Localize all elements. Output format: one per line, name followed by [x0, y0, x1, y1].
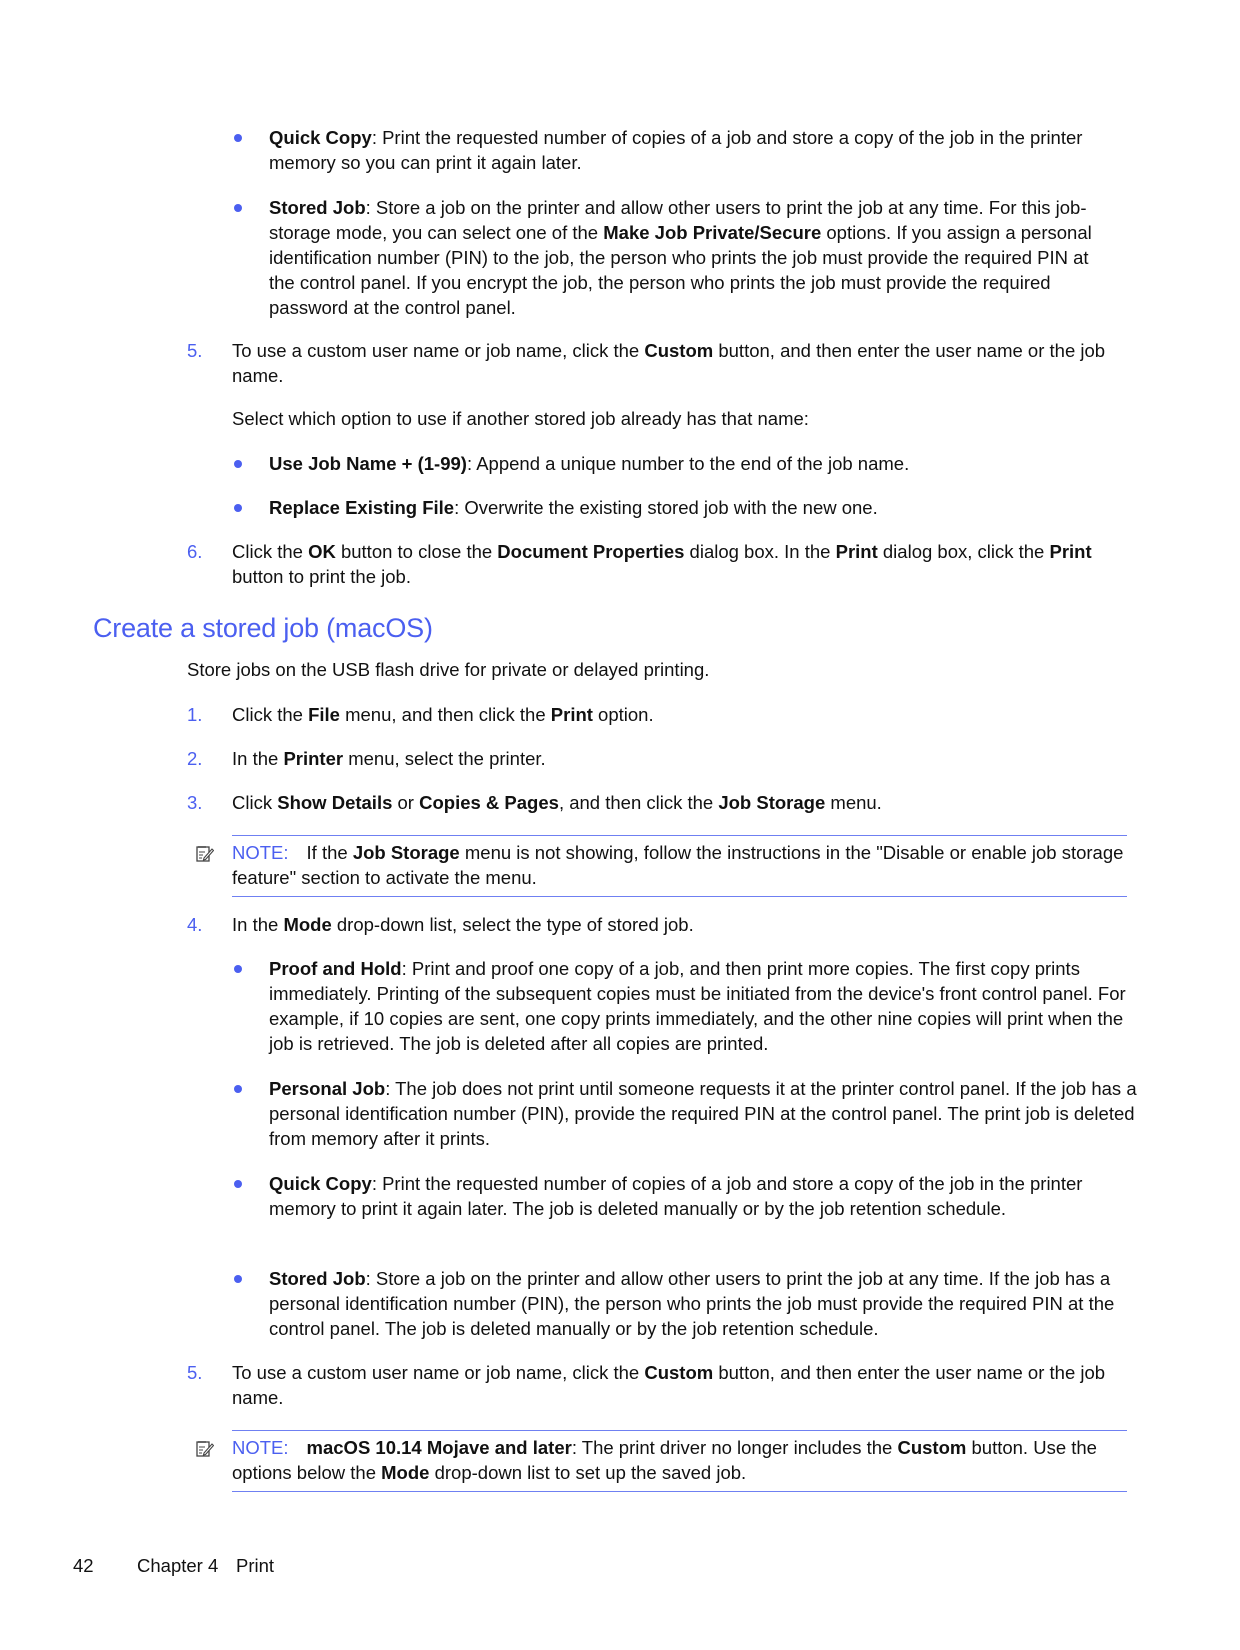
- ui-term: macOS 10.14 Mojave and later: [306, 1437, 572, 1458]
- step-number: 1.: [187, 704, 203, 725]
- note-pencil-icon: [196, 1439, 214, 1457]
- description: : Append a unique number to the end of the job name.: [466, 453, 910, 474]
- description: : The job does not print until someone requests it at the printer control panel. If the job has a personal identification number (PIN), provide the required PIN at the control panel. The print job is deleted from memory after it prints.: [269, 1078, 1137, 1149]
- term: Use Job Name + (1-99): [269, 453, 467, 474]
- ui-term: Printer: [283, 748, 344, 769]
- description: : Print and proof one copy of a job, and then print more copies. The first copy prints immediately. Printing of the subsequent copies must be initiated from the device's front control panel. For example, if 10 copies are sent, one copy prints immediately, and the other nine copies will print when the job is retrieved. The job is deleted after all copies are printed.: [269, 958, 1126, 1054]
- note-label: NOTE:: [232, 1437, 289, 1458]
- list-item-personal-job: [269, 1076, 1139, 1151]
- ui-term: Copies & Pages: [419, 792, 559, 813]
- step-number: 4.: [187, 914, 203, 935]
- text: If the: [306, 842, 353, 863]
- ui-term: Print: [835, 541, 878, 562]
- footer-chapter-title: Print: [236, 1555, 275, 1576]
- ui-term: Print: [1049, 541, 1092, 562]
- page-number: 42: [73, 1555, 94, 1576]
- ui-term: OK: [308, 541, 336, 562]
- description: : Overwrite the existing stored job with the new one.: [454, 497, 878, 518]
- text: button, and then enter the user name or the job name.: [232, 340, 1106, 386]
- note-label: NOTE:: [232, 842, 289, 863]
- text: Click the: [232, 704, 309, 725]
- step-number: 2.: [187, 748, 203, 769]
- text: menu.: [825, 792, 882, 813]
- section-heading: Create a stored job (macOS): [93, 613, 433, 643]
- step-number: 5.: [187, 340, 203, 361]
- note-box: [232, 835, 1127, 897]
- bullet-icon: [234, 965, 242, 973]
- section-intro: Store jobs on the USB flash drive for private or delayed printing.: [187, 659, 710, 680]
- term: Quick Copy: [269, 127, 372, 148]
- ui-term: Show Details: [277, 792, 393, 813]
- step-text: [232, 912, 1132, 937]
- step-text: [232, 539, 1112, 589]
- text: In the: [232, 914, 284, 935]
- text: In the: [232, 748, 284, 769]
- list-item-stored-job: [269, 1266, 1124, 1341]
- text: or: [392, 792, 420, 813]
- list-item-option: [269, 451, 1129, 476]
- description: : Store a job on the printer and allow other users to print the job at any time. For this job-storage mode, you can select one of the: [269, 197, 1087, 243]
- text: menu is not showing, follow the instructions in the "Disable or enable job storage feature" section to activate the menu.: [232, 842, 1124, 888]
- text: button to close the: [335, 541, 498, 562]
- text: button to print the job.: [232, 566, 411, 587]
- bullet-icon: [234, 460, 242, 468]
- bullet-icon: [234, 204, 242, 212]
- ui-term: Job Storage: [352, 842, 460, 863]
- bullet-icon: [234, 1085, 242, 1093]
- text: Click the: [232, 541, 309, 562]
- text: To use a custom user name or job name, click the: [232, 340, 645, 361]
- term: Replace Existing File: [269, 497, 455, 518]
- ui-term: Job Storage: [718, 792, 826, 813]
- term: Quick Copy: [269, 1173, 372, 1194]
- text: drop-down list to set up the saved job.: [429, 1462, 747, 1483]
- step-text: [232, 1360, 1112, 1410]
- step-number: 3.: [187, 792, 203, 813]
- ui-term: Document Properties: [497, 541, 685, 562]
- text: dialog box, click the: [877, 541, 1050, 562]
- text: button. Use the options below the: [232, 1437, 1097, 1483]
- text: button, and then enter the user name or the job name.: [232, 1362, 1106, 1408]
- list-item-option: [269, 495, 1129, 520]
- step-text: [232, 790, 1132, 815]
- note-pencil-icon: [196, 844, 214, 862]
- description: : Store a job on the printer and allow other users to print the job at any time. If the job has a personal identification number (PIN), the person who prints the job must provide the required PIN at the control panel. The job is deleted manually or by the job retention schedule.: [269, 1268, 1115, 1339]
- text: menu, and then click the: [339, 704, 551, 725]
- term: Stored Job: [269, 197, 366, 218]
- note-box: [232, 1430, 1127, 1492]
- list-item-proof-and-hold: [269, 956, 1129, 1056]
- sub-intro: Select which option to use if another stored job already has that name:: [232, 408, 809, 429]
- term: Personal Job: [269, 1078, 386, 1099]
- ui-term: Custom: [644, 340, 714, 361]
- step-text: [232, 746, 1132, 771]
- ui-term: Mode: [283, 914, 332, 935]
- step-number: 6.: [187, 541, 203, 562]
- bullet-icon: [234, 504, 242, 512]
- list-item-stored-job: [269, 195, 1114, 320]
- ui-term: Mode: [381, 1462, 430, 1483]
- step-text: [232, 338, 1112, 388]
- bullet-icon: [234, 134, 242, 142]
- text: : The print driver no longer includes the: [571, 1437, 898, 1458]
- term: Stored Job: [269, 1268, 366, 1289]
- description: : Print the requested number of copies of a job and store a copy of the job in the printer memory so you can print it again later.: [269, 127, 1083, 173]
- list-item-quick-copy: [269, 125, 1099, 175]
- ui-term: Print: [550, 704, 593, 725]
- ui-term: Custom: [897, 1437, 967, 1458]
- step-number: 5.: [187, 1362, 203, 1383]
- step-text: [232, 702, 1132, 727]
- text: menu, select the printer.: [343, 748, 546, 769]
- text: option.: [592, 704, 654, 725]
- option-name: Make Job Private/Secure: [603, 222, 822, 243]
- description: : Print the requested number of copies of a job and store a copy of the job in the printer memory to print it again later. The job is deleted manually or by the job retention schedule.: [269, 1173, 1083, 1219]
- footer-chapter: Chapter 4: [137, 1555, 219, 1576]
- bullet-icon: [234, 1180, 242, 1188]
- text: Click: [232, 792, 278, 813]
- text: , and then click the: [558, 792, 719, 813]
- text: dialog box. In the: [684, 541, 836, 562]
- text: To use a custom user name or job name, click the: [232, 1362, 645, 1383]
- description: options. If you assign a personal identification number (PIN) to the job, the person who prints the job must provide the required PIN at the control panel. If you encrypt the job, the person who prints the job must provide the required password at the control panel.: [269, 222, 1092, 318]
- bullet-icon: [234, 1275, 242, 1283]
- ui-term: Custom: [644, 1362, 714, 1383]
- list-item-quick-copy: [269, 1171, 1084, 1221]
- term: Proof and Hold: [269, 958, 402, 979]
- text: drop-down list, select the type of stored job.: [331, 914, 694, 935]
- ui-term: File: [308, 704, 340, 725]
